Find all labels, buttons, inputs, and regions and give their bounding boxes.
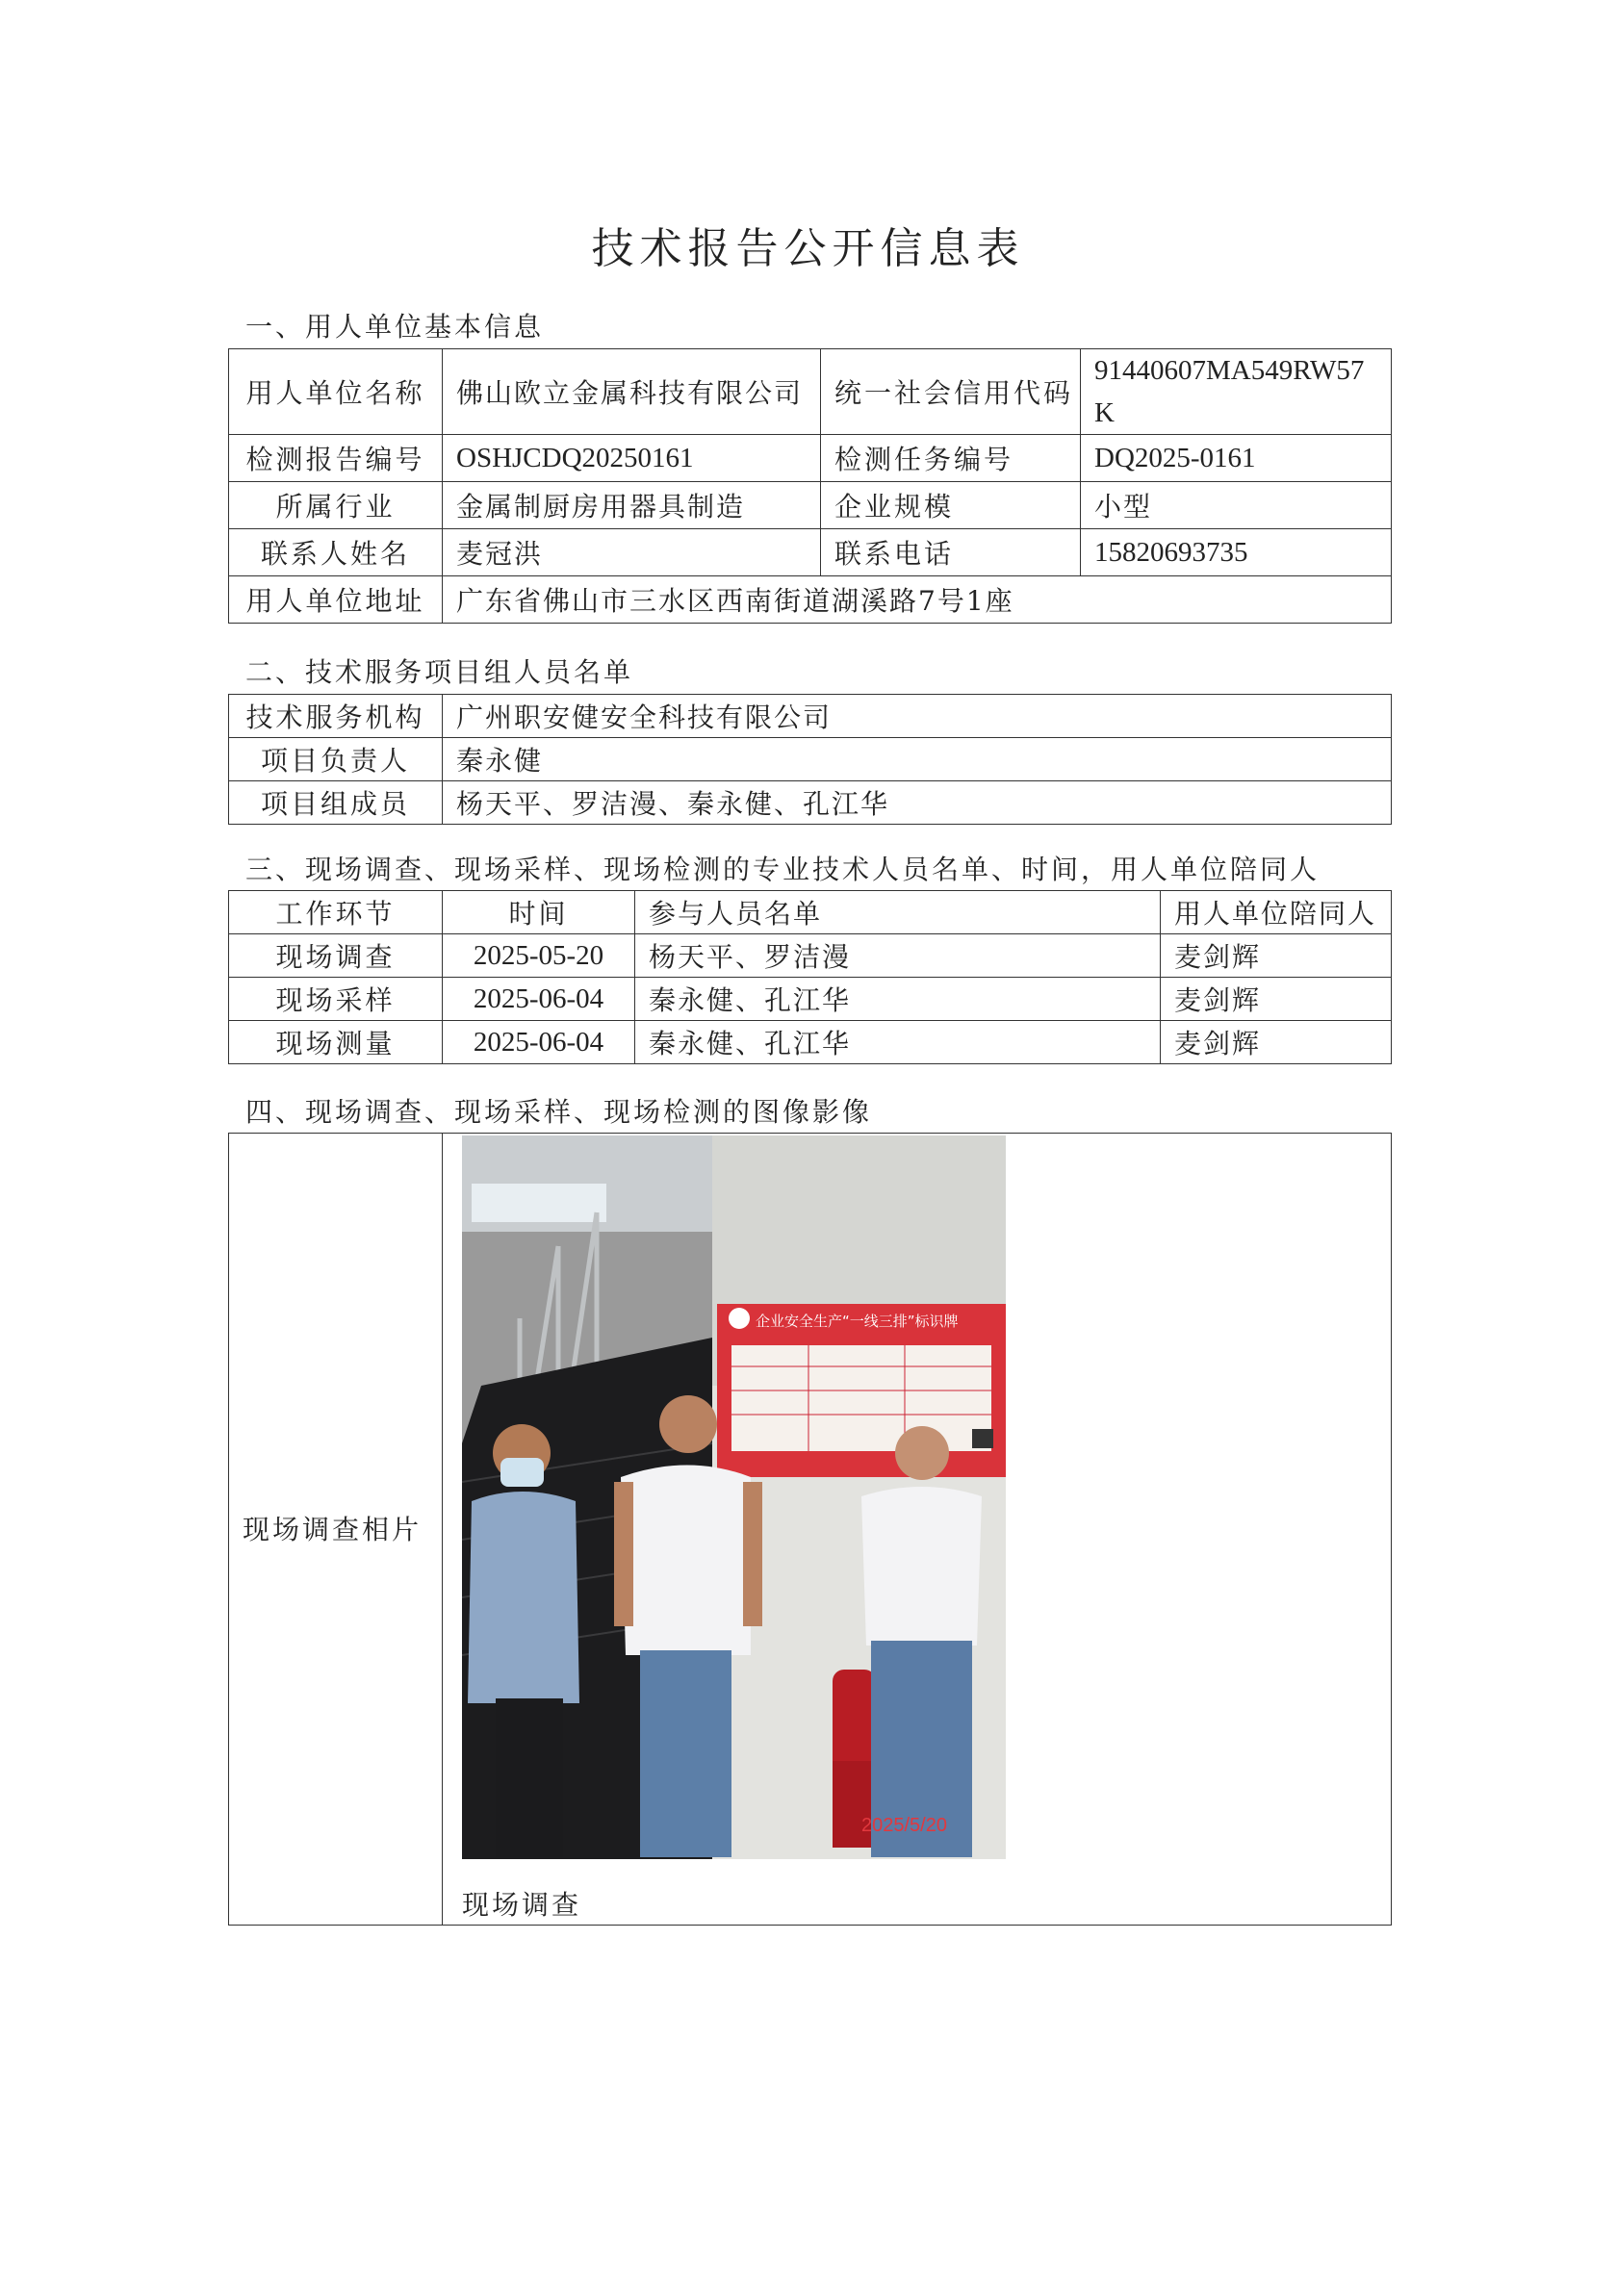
work-stage: 现场测量 [229,1021,443,1064]
contact-phone-value: 15820693735 [1081,529,1392,576]
address-value: 广东省佛山市三水区西南街道湖溪路7号1座 [443,576,1392,624]
participants: 杨天平、罗洁漫 [635,934,1161,978]
company-size-value: 小型 [1081,482,1392,529]
work-date: 2025-06-04 [443,978,635,1021]
employer-name-label: 用人单位名称 [229,349,443,435]
column-header: 用人单位陪同人 [1161,891,1392,934]
page-title: 技术报告公开信息表 [591,224,1025,273]
basic-info-table [228,348,1392,624]
project-team-table [228,694,1392,825]
photo-cell [443,1134,1392,1926]
accompanying-person: 麦剑辉 [1161,978,1392,1021]
photo-row-label: 现场调查相片 [243,1514,423,1545]
site-survey-photo [462,1135,1006,1859]
photo-label-cell [229,1134,443,1926]
work-stage: 现场调查 [229,934,443,978]
table-row [229,781,1392,825]
work-date: 2025-05-20 [443,934,635,978]
participants: 秦永健、孔江华 [635,1021,1161,1064]
table-header-row [229,891,1392,934]
service-org-value: 广州职安健安全科技有限公司 [443,695,1392,738]
contact-phone-label: 联系电话 [821,529,1081,576]
address-label: 用人单位地址 [229,576,443,624]
report-number-value: OSHJCDQ20250161 [443,435,821,482]
service-org-label: 技术服务机构 [229,695,443,738]
table-row [229,978,1392,1021]
section-2-heading: 二、技术服务项目组人员名单 [245,656,634,688]
column-header: 时间 [443,891,635,934]
contact-name-value: 麦冠洪 [443,529,821,576]
table-row [229,695,1392,738]
project-lead-label: 项目负责人 [229,738,443,781]
accompanying-person: 麦剑辉 [1161,1021,1392,1064]
photo-timestamp: 2025/5/20 [861,1815,947,1836]
team-members-value: 杨天平、罗洁漫、秦永健、孔江华 [443,781,1392,825]
photo-caption: 现场调查 [462,1889,582,1921]
credit-code-label: 统一社会信用代码 [821,349,1081,435]
industry-label: 所属行业 [229,482,443,529]
section-3-heading: 三、现场调查、现场采样、现场检测的专业技术人员名单、时间，用人单位陪同人 [245,854,1321,885]
table-row [229,934,1392,978]
team-members-label: 项目组成员 [229,781,443,825]
industry-value: 金属制厨房用器具制造 [443,482,821,529]
photo-table [228,1133,1392,1926]
credit-code-value: 91440607MA549RW57K [1081,349,1392,435]
work-date: 2025-06-04 [443,1021,635,1064]
sign-title: 企业安全生产“一线三排”标识牌 [756,1313,959,1330]
accompanying-person: 麦剑辉 [1161,934,1392,978]
work-stage: 现场采样 [229,978,443,1021]
employer-name-value: 佛山欧立金属科技有限公司 [443,349,821,435]
column-header: 参与人员名单 [635,891,1161,934]
table-row [229,1021,1392,1064]
task-number-value: DQ2025-0161 [1081,435,1392,482]
task-number-label: 检测任务编号 [821,435,1081,482]
table-row [229,1134,1392,1926]
table-row [229,435,1392,482]
table-row [229,529,1392,576]
contact-name-label: 联系人姓名 [229,529,443,576]
section-1-heading: 一、用人单位基本信息 [245,311,545,343]
project-lead-value: 秦永健 [443,738,1392,781]
company-size-label: 企业规模 [821,482,1081,529]
section-4-heading: 四、现场调查、现场采样、现场检测的图像影像 [245,1096,873,1128]
column-header: 工作环节 [229,891,443,934]
participants: 秦永健、孔江华 [635,978,1161,1021]
table-row [229,576,1392,624]
field-work-table [228,890,1392,1064]
table-row [229,738,1392,781]
table-row [229,349,1392,435]
table-row [229,482,1392,529]
report-number-label: 检测报告编号 [229,435,443,482]
